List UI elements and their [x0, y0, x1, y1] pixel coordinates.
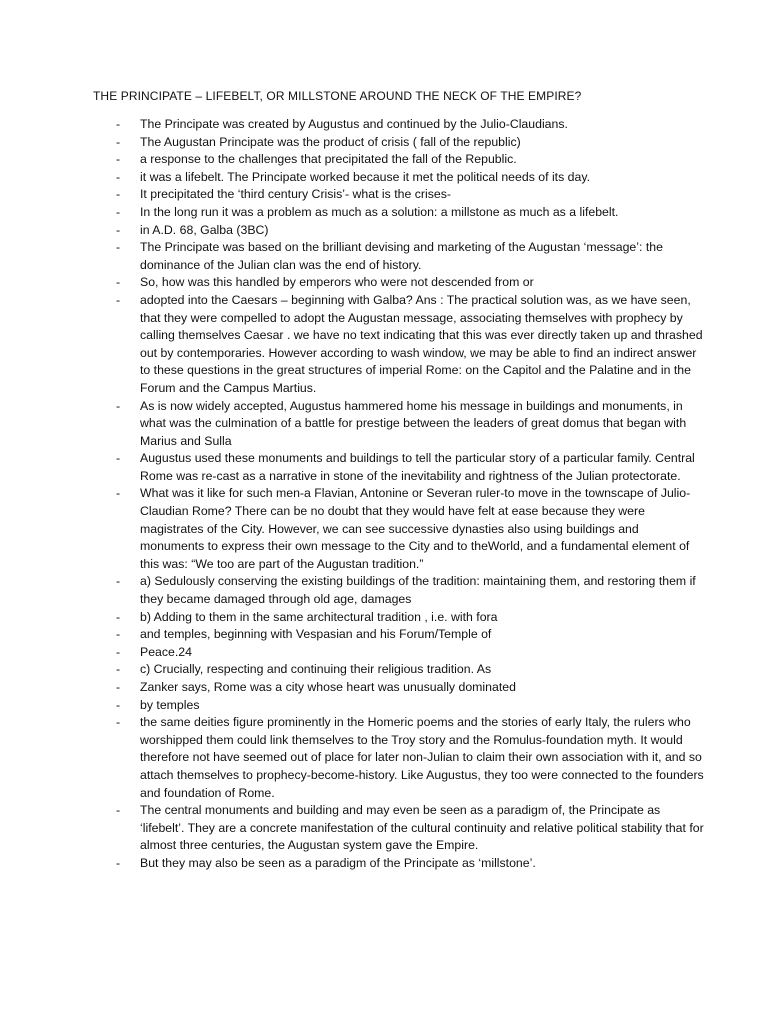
list-item: [116, 292, 706, 398]
list-item: [116, 186, 706, 204]
list-item: [116, 134, 706, 152]
list-item: [116, 151, 706, 169]
document-title: THE PRINCIPATE – LIFEBELT, OR MILLSTONE AROUND THE NECK OF THE EMPIRE?: [93, 89, 582, 103]
list-item-text: - it was a lifebelt. The Principate worked because it met the political needs of its day.: [140, 169, 590, 184]
list-item-text: - the same deities figure prominently in the Homeric poems and the stories of early Italy, the rulers who worshipped them could link themselves to the Troy story and the Romulus-foundation myth. It would therefore not have seemed out of place for later non-Julian to claim their own association with it, and so attach themselves to prophecy-become-history. Like Augustus, they too were connected to the founders and foundation of Rome.: [140, 715, 704, 800]
list-item: [116, 644, 706, 662]
list-item: [116, 855, 706, 873]
list-item-text: - But they may also be seen as a paradigm of the Principate as ‘millstone’.: [140, 855, 536, 870]
list-item-text: - So, how was this handled by emperors who were not descended from or: [140, 275, 534, 290]
list-item-text: - The Augustan Principate was the product of crisis ( fall of the republic): [140, 134, 521, 149]
list-item: [116, 222, 706, 240]
list-item-text: - In the long run it was a problem as much as a solution: a millstone as much as a lifebelt.: [140, 204, 619, 219]
list-item-text: - Peace.24: [140, 644, 192, 659]
list-item-text: - The Principate was based on the brilliant devising and marketing of the Augustan ‘message’: the dominance of the Julian clan was the end of history.: [140, 240, 663, 272]
list-item: [116, 169, 706, 187]
list-item: [116, 485, 706, 573]
list-item-text: - by temples: [140, 697, 200, 712]
list-item: [116, 679, 706, 697]
list-item: [116, 204, 706, 222]
list-item: [116, 116, 706, 134]
list-item: [116, 450, 706, 485]
bullet-list: [116, 116, 706, 873]
list-item: [116, 274, 706, 292]
list-item-text: - The central monuments and building and may even be seen as a paradigm of, the Principate as ‘lifebelt’. They are a concrete manifestation of the cultural continuity and relative political stability that for almost three centuries, the Augustan system gave the Empire.: [140, 803, 704, 853]
list-item: [116, 609, 706, 627]
list-item-text: - What was it like for such men-a Flavian, Antonine or Severan ruler-to move in the townscape of Julio-Claudian Rome? There can be no doubt that they would have felt at ease because they were magistrates of the City. However, we can see successive dynasties also using buildings and monuments to express their own message to the City and to theWorld, and a fundamental element of this was: “We too are part of the Augustan tradition.”: [140, 486, 691, 571]
list-item-text: - a response to the challenges that precipitated the fall of the Republic.: [140, 152, 517, 167]
list-item: [116, 626, 706, 644]
list-item-text: - c) Crucially, respecting and continuing their religious tradition. As: [140, 662, 492, 677]
list-item-text: - The Principate was created by Augustus and continued by the Julio-Claudians.: [140, 117, 568, 131]
list-item-text: - and temples, beginning with Vespasian and his Forum/Temple of: [140, 627, 492, 642]
list-item: [116, 398, 706, 451]
list-item-text: - b) Adding to them in the same architectural tradition , i.e. with fora: [140, 609, 498, 624]
list-item: [116, 714, 706, 802]
list-item-text: - It precipitated the ‘third century Crisis’- what is the crises-: [140, 187, 451, 202]
list-item-text: - in A.D. 68, Galba (3BC): [140, 222, 269, 237]
list-item-text: - As is now widely accepted, Augustus hammered home his message in buildings and monuments, in what was the culmination of a battle for prestige between the leaders of great domus that began with Marius and Sulla: [140, 398, 687, 448]
list-item: [116, 573, 706, 608]
list-item-text: - adopted into the Caesars – beginning with Galba? Ans : The practical solution was, as we have seen, that they were compelled to adopt the Augustan message, associating themselves with prophecy by calling themselves Caesar . we have no text indicating that this was ever directly taken up and thrashed out by contemporaries. However according to wash window, we may be able to find an indirect answer to these questions in the great structures of imperial Rome: on the Capitol and the Palatine and in the Forum and the Campus Martius.: [140, 292, 703, 395]
list-item-text: - Zanker says, Rome was a city whose heart was unusually dominated: [140, 680, 516, 694]
list-item: [116, 239, 706, 274]
list-item-text: - a) Sedulously conserving the existing buildings of the tradition: maintaining them, and restoring them if they became damaged through old age, damages: [140, 574, 696, 607]
list-item: [116, 661, 706, 679]
list-item: [116, 802, 706, 855]
list-item-text: - Augustus used these monuments and buildings to tell the particular story of a particular family. Central Rome was re-cast as a narrative in stone of the inevitability and rightness of the Julian protectorate.: [140, 451, 695, 483]
list-item: [116, 697, 706, 715]
